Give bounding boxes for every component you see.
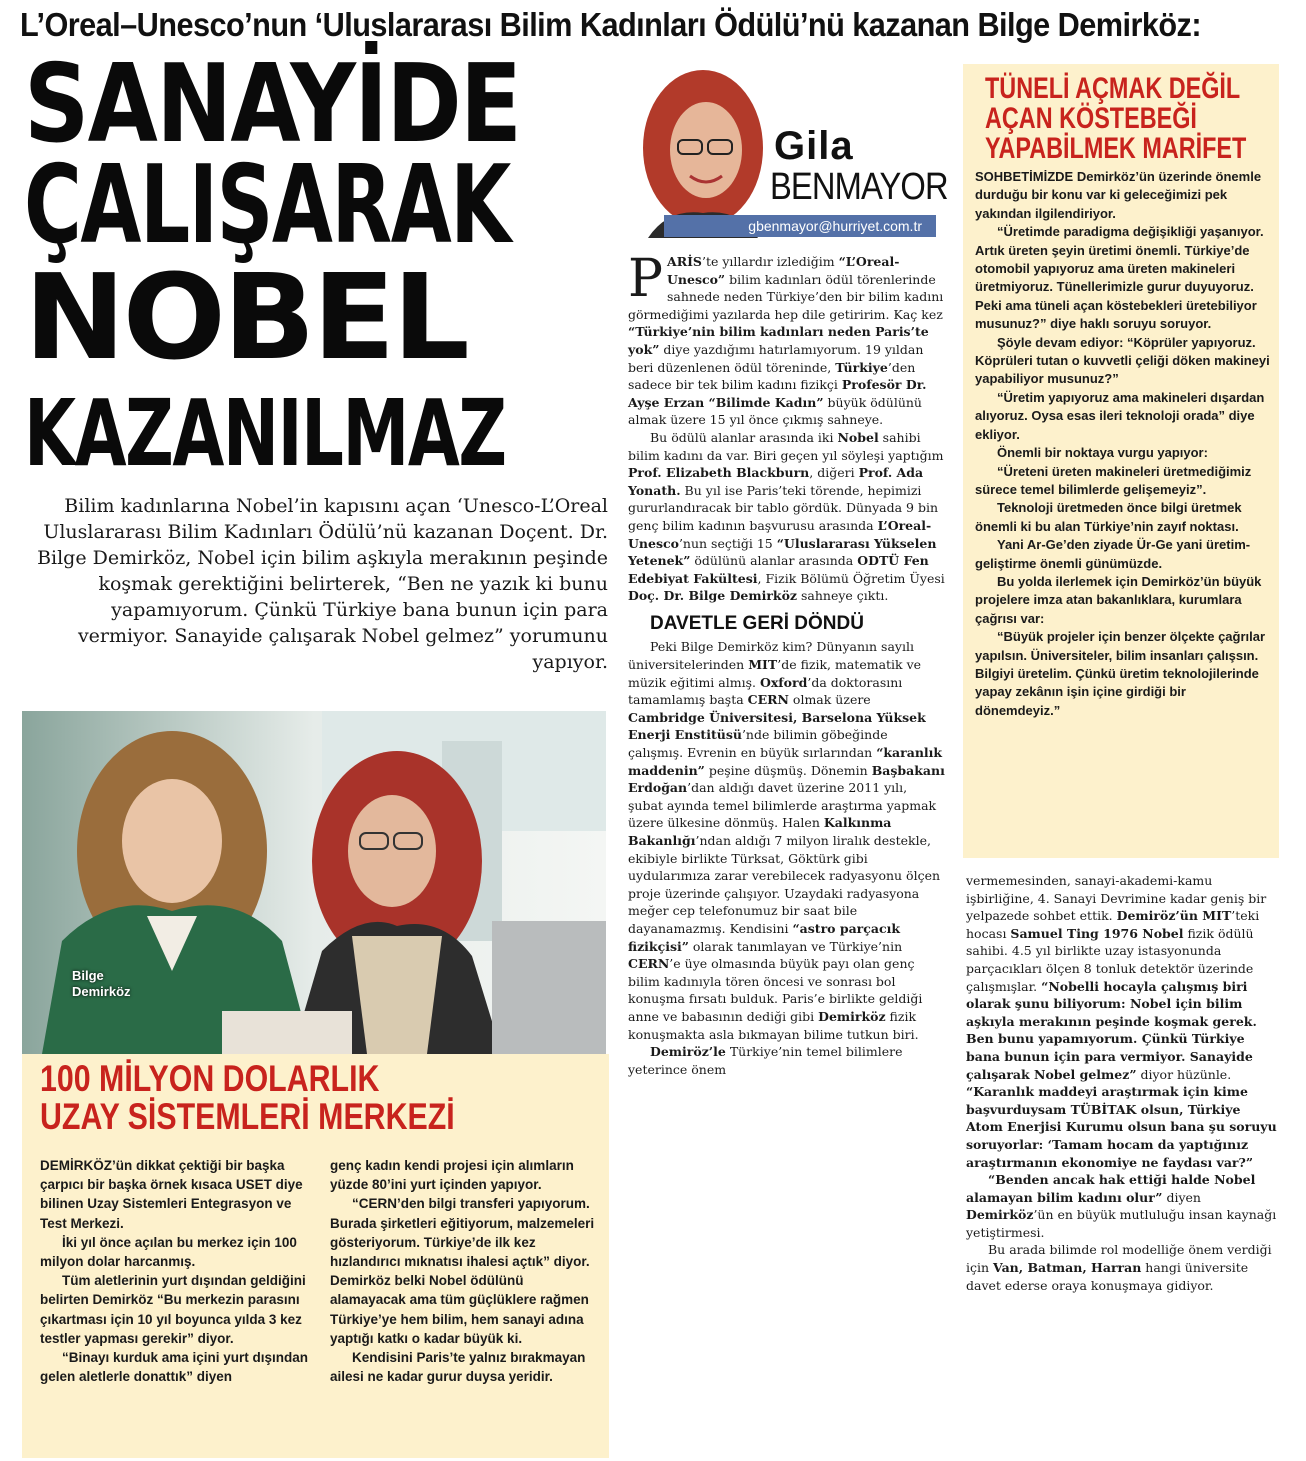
mid-p2d: Prof. Elizabeth Blackburn <box>628 465 810 481</box>
mid-p2f: Prof. Ada Yonath. <box>628 465 924 498</box>
photo-caption <box>72 968 131 1000</box>
mid-p3i: ’nde bilimin göbeğinde çalışmış. Evrenin en büyük sırlarından <box>628 727 888 761</box>
mid-p2a: Bu ödülü alanlar arasında iki <box>650 429 838 445</box>
mid-p2e: , diğeri <box>809 465 859 481</box>
mid-p2k: ödülünü alanlar arasında <box>690 553 858 569</box>
mid-p1c: “L’Oreal-Unesco” <box>667 254 900 287</box>
mid-p2m: , Fizik Bölümü Öğretim Üyesi <box>757 570 945 586</box>
mid-p3l: Başbakanı Erdoğan <box>628 762 945 796</box>
mid-p3g: olmak üzere <box>788 692 871 708</box>
drop-cap: P <box>628 249 663 309</box>
mid-p1e: “Türkiye’nin bilim kadınları neden Paris’te yok” <box>628 324 929 357</box>
right-box-p2: “Üretimde paradigma değişikliği yaşanıyor. Artık üreten şeyin üretimi önemli. Türkiye’de otomobil yapıyoruz ama üreten makineleri üretmiyoruz. Tünellerimizle gurur duyuyoruz. Peki ama tüneli açan köstebekleri üretebiliyor musunuz?” diye haklı soruyu soruyor. <box>975 224 1264 332</box>
kicker: L’Oreal–Unesco’nun ‘Uluslararası Bilim Kadınları Ödülü’nü kazanan Bilge Demirköz: <box>20 6 1202 43</box>
headline-line-4: KAZANILMAZ <box>24 380 506 487</box>
mid-p1a: ARİS <box>667 254 702 269</box>
left-box-col-2 <box>330 1156 602 1386</box>
author-photo-illustration <box>638 68 768 238</box>
mid-p3a: Peki Bilge Demirköz kim? Dünyanın sayılı üniversitelerinden <box>628 639 914 673</box>
mid-p2c: sahibi bilim kadını da var. Biri geçen yıl söyleşi yaptığım <box>628 429 944 463</box>
right-box-p8: Yani Ar-Ge’den ziyade Ür-Ge yani üretim-geliştirme önemli günümüzde. <box>975 537 1251 571</box>
author-email[interactable]: gbenmayor@hurriyet.com.tr <box>664 215 936 237</box>
headline-line-1: SANAYİDE <box>24 42 521 167</box>
mid-p2h: L’Oreal-Unesco <box>628 517 932 551</box>
right-p1f: “Nobelli hocayla çalışmış biri olarak şunu biliyorum: Nobel için bilim aşkıyla merakının peşinde koşmak gerek. Ben bunu yapamıyorum. Çünkü Türkiye bana bunun için para vermiyor. Sanayide çalışarak Nobel gelmez” <box>966 978 1257 1082</box>
mid-p2j: “Uluslararası Yükselen Yetenek” <box>628 535 937 569</box>
right-box-p4: “Üretim yapıyoruz ama makineleri dışardan alıyoruz. Oysa esas ileri teknoloji orada” diye ekliyor. <box>975 389 1265 442</box>
right-p3c: hangi üniversite davet ederse oraya konuşmaya gidiyor. <box>966 1260 1249 1293</box>
right-box-p6: “Üreteni üreten makineleri üretmediğimiz sürece temel bilimlerde gelişemeyiz”. <box>975 463 1252 497</box>
mid-p3q: olarak tanımlayan ve Türkiye’nin <box>688 938 903 954</box>
mid-p3d: Oxford <box>759 674 808 690</box>
right-box-p9: Bu yolda ilerlemek için Demirköz’ün büyük projelere imza atan bakanlıklara, kurumlara çağrısı var: <box>975 573 1262 626</box>
mid-p2o: sahneye çıktı. <box>797 588 889 604</box>
mid-p3n: Kalkınma Bakanlığı <box>628 815 892 848</box>
mid-p4a: Demiröz’le <box>650 1044 726 1060</box>
mid-p4b: Türkiye’nin temel bilimlere yeterince önem <box>628 1044 903 1077</box>
right-box-body <box>975 168 1271 720</box>
right-p3a: Bu arada bilimde rol modelliğe önem verdiği için <box>966 1242 1272 1276</box>
main-photo <box>22 711 606 1054</box>
mid-p2g: Bu yıl ise Paris’teki törende, hepimizi gururlandıracak bir tablo gördük. Dünyada 9 bin genç bilim kadının başvurusu arasında <box>628 482 939 533</box>
mid-p3k: peşine düşmüş. Dönemin <box>704 762 872 778</box>
right-box <box>963 64 1279 858</box>
right-box-p3: Şöyle devam ediyor: “Köprüler yapıyoruz. Köprüleri tutan o kuvvetli çeliği döken makineyi yapabiliyor musunuz?” <box>975 334 1270 387</box>
mid-p3m: ’dan aldığı davet üzerine 2011 yılı, şubat ayında temel bilimlerde araştırma yapmak üzere ülkesine dönmüş. Halen <box>628 780 937 831</box>
right-p1h: “Karanlık maddeyi araştırmak için kime başvurduysam TÜBİTAK olsun, Türkiye Atom Enerjisi Kurumu olsun bana şu soruyu soruyorlar: ‘Tamam hocam da yaptığınız araştırmanın ekonomiye ne faydası var?” <box>966 1084 1277 1170</box>
right-box-lead: SOHBETİMİZDE <box>975 169 1074 184</box>
deck: Bilim kadınlarına Nobel’in kapısını açan ‘Unesco-L’Oreal Uluslararası Bilim Kadınları Ödülü’nü kazanan Doçent. Dr. Bilge Demirköz, Nobel için bilim aşkıyla merakının peşinde koşmak gerektiğini belirterek, “Ben ne yazık ki bunu yapamıyorum. Çünkü Türkiye bana bunun için para vermiyor. Sanayide çalışarak Nobel gelmez” yorumunu yapıyor. <box>37 495 608 673</box>
mid-p3c: ’de fizik, matematik ve müzik eğitimi almış. <box>628 657 922 690</box>
photo-caption-first: Bilge <box>72 968 104 983</box>
mid-p2l: ODTÜ Fen Edebiyat Fakültesi <box>628 553 929 586</box>
left-box-p5: genç kadın kendi projesi için alımların yüzde 80’ini yurt içinden yapıyor. <box>330 1158 574 1193</box>
mid-p3b: MIT <box>748 657 778 673</box>
right-column <box>966 872 1278 1294</box>
mid-p3o: ’ndan aldığı 7 milyon liralık destekle, ekibiyle birlikte Türksat, Göktürk gibi uydularımıza zarar verebilecek radyasyonu ölçen proje üzerinde çalışıyor. Uzaydaki radyasyona meğer cep telefonumuz bir saat bile dayanamazmış. Kendisini <box>628 833 941 936</box>
left-box-p6: “CERN’den bilgi transferi yapıyorum. Burada şirketleri eğitiyorum, malzemeleri gösteriyorum. Türkiye’de ilk kez hızlandırıcı mıknatısı ihalesi açtık” diyor. Demirköz belki Nobel ödülünü alamayacak ama tüm güçlüklere rağmen Türkiye’ye hem bilim, hem sanayi adına yaptığı katkı o kadar büyük ki. <box>330 1196 595 1346</box>
left-box-title-2: UZAY SİSTEMLERİ MERKEZİ <box>40 1096 455 1137</box>
mid-p1i: Profesör Dr. Ayşe Erzan “Bilimde Kadın” <box>628 377 927 410</box>
middle-subhead: DAVETLE GERİ DÖNDÜ <box>650 612 864 634</box>
photo-caption-last: Demirköz <box>72 984 131 999</box>
mid-p1g: Türkiye <box>835 359 888 375</box>
author-photo <box>638 68 768 238</box>
right-box-p1: Demirköz’ün üzerinde önemle durduğu bir konu var ki geleceğimizi pek yakından ilgilendiriyor. <box>975 169 1262 221</box>
mid-p2n: Doç. Dr. Bilge Demirköz <box>628 588 798 604</box>
author-first-name: Gila <box>774 124 854 168</box>
mid-p2b: Nobel <box>837 429 879 445</box>
headline-line-2: ÇALIŞARAK <box>24 143 510 268</box>
mid-p3r: CERN <box>628 956 670 972</box>
right-p1g: diyor hüzünle. <box>1136 1066 1232 1082</box>
mid-p3h: Cambridge Üniversitesi, Barselona Yüksek Enerji Enstitüsü <box>628 709 926 743</box>
mid-p3t: Demirköz <box>818 1008 886 1024</box>
main-photo-illustration <box>22 711 606 1054</box>
right-p1b: Demiröz’ün MIT <box>1116 908 1232 924</box>
right-p1d: Samuel Ting 1976 Nobel <box>1010 925 1184 941</box>
right-p3b: Van, Batman, Harran <box>993 1260 1142 1276</box>
mid-p1d: bilim kadınları ödül törenlerinde sahnede neden Türkiye’den bir bilim kadını görmediğimi yazılarda hep dile getiririm. Kaç kez <box>628 271 944 322</box>
mid-p1j: büyük ödülünü almak üzere 15 yıl önce çıkmış sahneye. <box>628 394 922 428</box>
headline-line-3: NOBEL <box>24 248 467 386</box>
left-box-p7: Kendisini Paris’te yalnız bırakmayan ailesi ne kadar gurur duysa yeridir. <box>330 1350 586 1385</box>
right-box-title-2: AÇAN KÖSTEBEĞİ <box>985 102 1197 135</box>
right-p1: vermemesinden, sanayi-akademi-kamu işbirliğine, 4. Sanayi Devrimine kadar geniş bir yelpazede sohbet ettik. <box>966 873 1267 924</box>
right-box-title-3: YAPABİLMEK MARİFET <box>985 132 1247 165</box>
right-p1e: fizik ödülü sahibi. 4.5 yıl birlikte uzay istasyonunda parçacıkları ölçen 8 tonluk detektör üzerinde çalışmışlar. <box>966 925 1254 994</box>
mid-p3p: “astro parçacık fizikçisi” <box>628 920 901 954</box>
right-p2d: ’ün en büyük mutluluğu insan kaynağı yetiştirmesi. <box>966 1207 1277 1240</box>
right-box-p10: “Büyük projeler için benzer ölçekte çağrılar yapılsın. Üniversiteler, bilim insanları çalışsın. Bilgiyi üretelim. Çünkü üretim teknolojilerinde yapay zekânın işin içine girdiği bir dönemdeyiz.” <box>975 629 1266 718</box>
left-box-p1: ’ün dikkat çektiği bir başka çarpıcı bir başka örnek kısaca USET diye bilinen Uzay Sistemleri Entegrasyon ve Test Merkezi. <box>40 1158 303 1231</box>
left-box-title-1: 100 MİLYON DOLARLIK <box>40 1058 380 1099</box>
left-box-p2: İki yıl önce açılan bu merkez için 100 milyon dolar harcanmış. <box>40 1234 297 1270</box>
right-p2c: Demirköz <box>966 1207 1034 1223</box>
mid-p1b: ’te yıllardır izlediğim <box>701 254 835 269</box>
right-box-title-1: TÜNELİ AÇMAK DEĞİL <box>985 72 1241 105</box>
left-box-p4: “Binayı kurduk ama içini yurt dışından gelen aletlerle donattık” diyen <box>40 1350 309 1385</box>
right-p2b: diyen <box>1162 1189 1201 1205</box>
mid-p3e: ’da doktorasını tamamlamış başta <box>628 674 903 708</box>
right-box-p7: Teknoloji üretmeden önce bilgi üretmek önemli ki bu alan Türkiye’nin zayıf noktası. <box>975 500 1242 534</box>
left-box <box>22 1054 609 1458</box>
middle-column <box>628 249 946 1078</box>
mid-p3s: ’e üye olmasında büyük payı olan genç bilim kadınıyla tören öncesi ve sonrası bol konuşma fırsatı bulduk. Paris’e birlikte geldiği anne ve babasının dediği gibi <box>628 956 923 1024</box>
mid-p3u: fizik konuşmakta asla bıkmayan bilime tutkun biri. <box>628 1008 919 1042</box>
mid-p3f: CERN <box>747 692 789 708</box>
right-p2a: “Benden ancak hak ettiği halde Nobel alamayan bilim kadını olur” <box>966 1172 1256 1205</box>
left-box-col-1 <box>40 1156 318 1386</box>
mid-p1f: diye yazdığımı hatırlamıyorum. 19 yıldan beri düzenlenen ödül töreninde, <box>628 341 924 375</box>
mid-p1h: ’den sadece bir tek bilim kadını fizikçi <box>628 359 916 393</box>
author-last-name: BENMAYOR <box>770 166 948 208</box>
right-box-p5: Önemli bir noktaya vurgu yapıyor: <box>997 445 1208 461</box>
mid-p3j: “karanlık maddenin” <box>628 745 943 778</box>
right-p1c: ’teki hocası <box>966 908 1260 941</box>
left-box-p3: Tüm aletlerinin yurt dışından geldiğini belirten Demirköz “Bu merkezin parasını çıkartması için 10 yıl boyunca yılda 3 kez testler yapması gerekir” diyor. <box>40 1273 306 1346</box>
left-box-lead: DEMİRKÖZ <box>40 1158 112 1173</box>
mid-p2i: ’nun seçtiği 15 <box>678 535 777 551</box>
